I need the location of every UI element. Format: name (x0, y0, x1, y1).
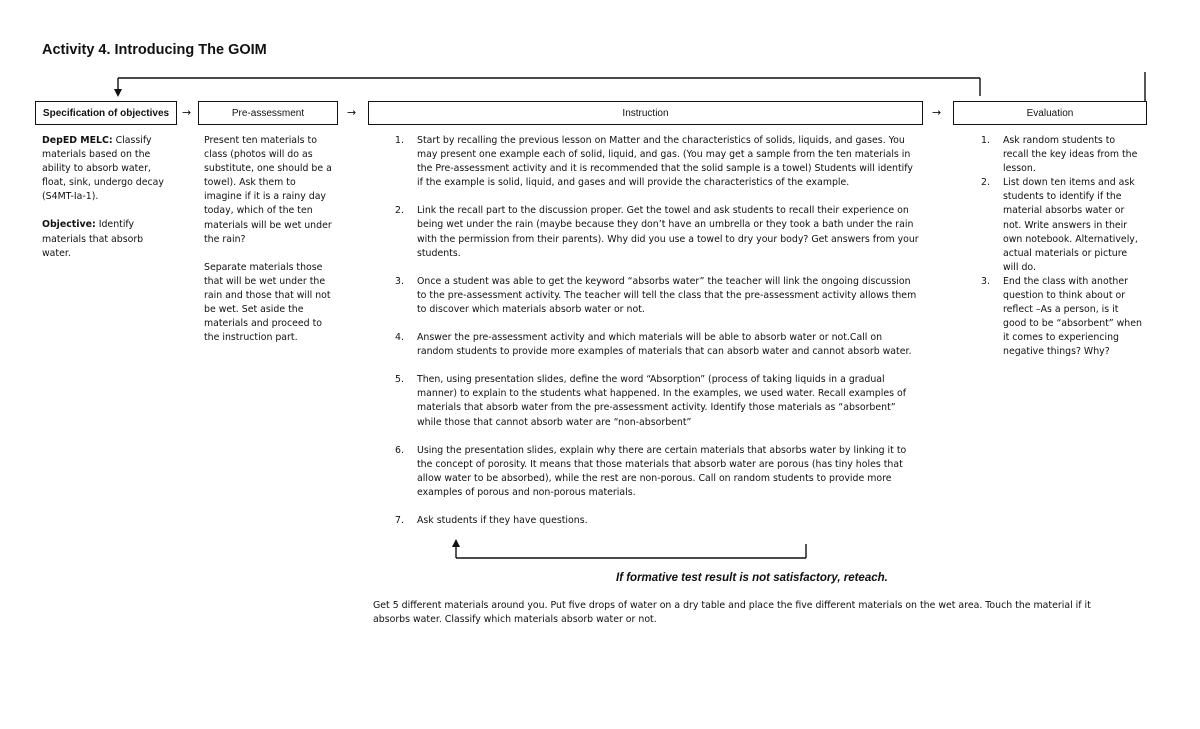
objective-label: Objective: (42, 219, 96, 231)
evaluation-item: 3. End the class with another question to think about or reflect –As a person, is it good to be “absorbent” when it comes to experiencing negative things? Why? (981, 275, 1142, 358)
header-evaluation: Evaluation (953, 101, 1147, 125)
evaluation-item: 2. List down ten items and ask students to identify if the material absorbs water or not. Write answers in their own notebook. Alternatively, actual materials or picture will do. (981, 177, 1138, 273)
objective-paragraph (42, 218, 170, 260)
instruction-item: 1. Start by recalling the previous lesson on Matter and the characteristics of solids, liquids, and gases. You may present one example each of solid, liquid, and gas. (You may get a sample from the ten materials in the Pre-assessment activity and it is recommended that the solid sample is a towel) Students will identify if the example is solid, liquid, and gases and will provide the characteristics of the example. (395, 135, 913, 189)
activity-instructions: Get 5 different materials around you. Put five drops of water on a dry table and place the five different materials on the wet area. Touch the material if it absorbs water. Classify which materials absorb water or not. (373, 600, 1091, 626)
objectives-column (42, 134, 170, 261)
melc-label: DepED MELC: (42, 135, 113, 146)
melc-text: Classify materials based on the ability to absorb water, float, sink, undergo decay (S4MT-Ia-1). (42, 135, 164, 203)
instruction-item: 5. Then, using presentation slides, define the word “Absorption” (process of taking liquids in a gradual manner) to explain to the students what happened. In the examples, we used water. Recall examples of materials that absorb water from the pre-assessment activity. Identify those materials as “absorbent” while those that cannot absorb water are “non-absorbent” (395, 374, 907, 428)
evaluation-item: 1. Ask random students to recall the key ideas from the lesson. (981, 135, 1138, 175)
arrow-3: → (932, 106, 942, 119)
instruction-item: 6. Using the presentation slides, explain why there are certain materials that absorbs water by linking it to the concept of porosity. It means that those materials that absorb water are porous (has tiny holes that allow water to be absorbed), while the rest are non-porous. Call on random students to provide more examples of porous and non-porous materials. (395, 444, 907, 498)
header-preassessment: Pre-assessment (198, 101, 338, 125)
arrow-1: → (182, 106, 192, 119)
instruction-item: 3. Once a student was able to get the keyword “absorbs water” the teacher will link the ongoing discussion to the pre-assessment activity. The teacher will tell the class that the pre-assessment activity allows them to discover which materials absorb water or not. (395, 275, 917, 315)
arrow-2: → (347, 106, 357, 119)
header-objectives: Specification of objectives (35, 101, 177, 125)
instruction-item: 2. Link the recall part to the discussion proper. Get the towel and ask students to recall their experience on being wet under the rain (maybe because they don’t have an umbrella or they took a bath under the rain with the permission from their parents). Why did you use a towel to dry your body? Get answers from your students. (395, 205, 919, 259)
preassessment-para-1: Present ten materials to class (photos will do as substitute, one should be a towel). Ask them to imagine if it is a rainy day today, which of the ten materials will be wet under the rain? (204, 135, 332, 245)
objective-text: Identify materials that absorb water. (42, 219, 144, 259)
top-loop-arrowhead (114, 89, 122, 97)
page-title: Activity 4. Introducing The GOIM (42, 42, 267, 58)
preassessment-para-2: Separate materials those that will be wet under the rain and those that will not be wet. Set aside the materials and proceed to the instruction part. (204, 261, 331, 344)
melc-paragraph (42, 134, 170, 204)
preassessment-column (204, 134, 336, 345)
header-instruction: Instruction (368, 101, 923, 125)
instruction-item: 7. Ask students if they have questions. (395, 514, 588, 526)
reteach-note: If formative test result is not satisfactory, reteach. (616, 572, 888, 584)
instruction-item: 4. Answer the pre-assessment activity and which materials will be able to absorb water or not.Call on random students to provide more examples of materials that can absorb water and cannot absorb water. (395, 332, 912, 358)
evaluation-column (981, 134, 1143, 360)
instruction-column (395, 134, 920, 542)
